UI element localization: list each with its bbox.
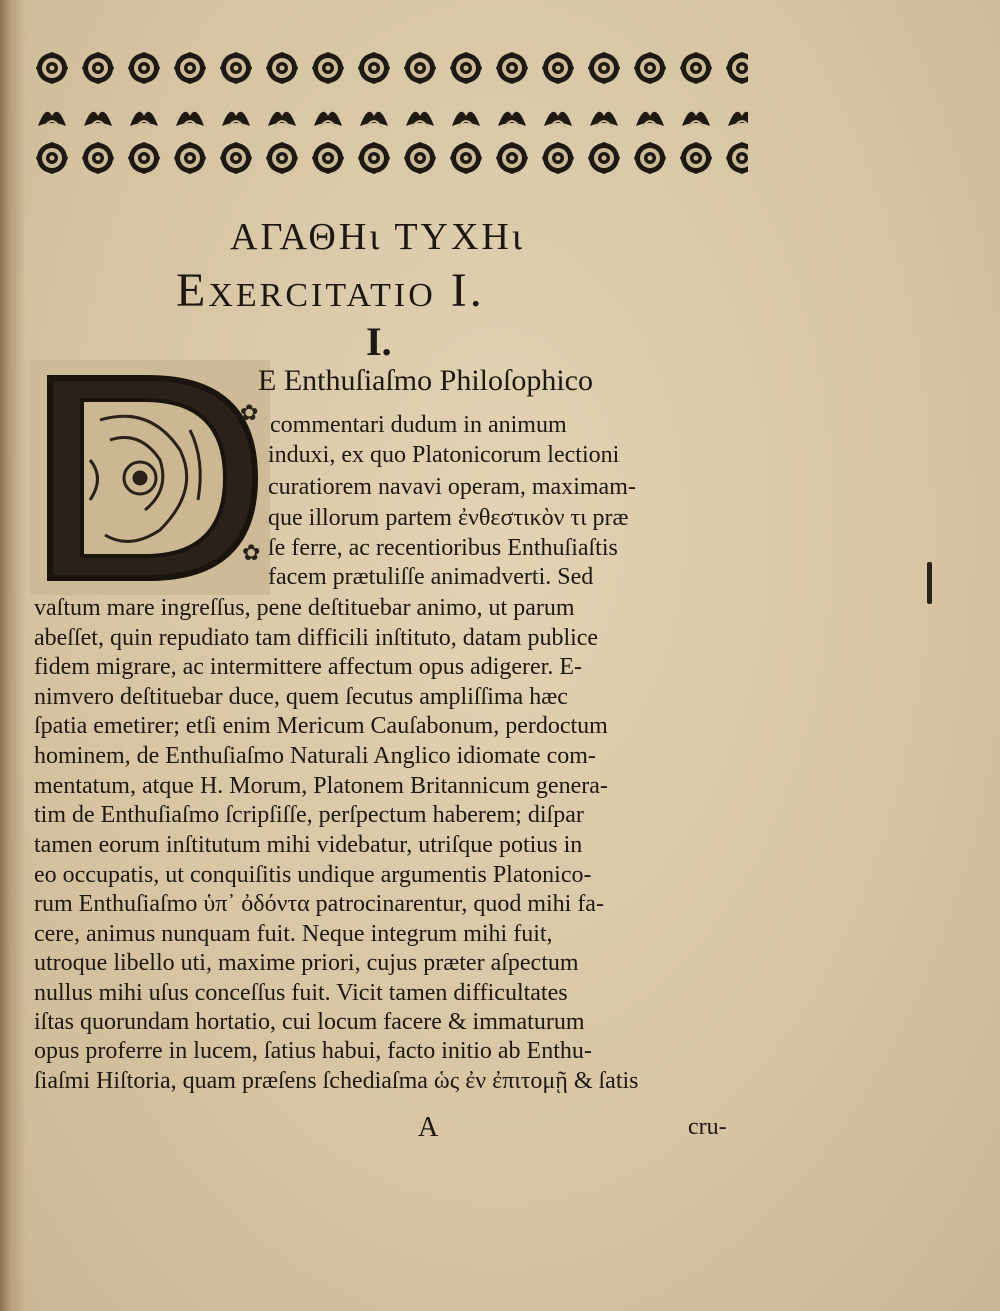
text-line: abeſſet, quin repudiato tam difficili inſtituto, datam publice [34,625,599,651]
text-line: commentari dudum in animum [270,412,567,438]
text-line: ſpatia emetirer; etſi enim Mericum Cauſabonum, perdoctum [34,713,608,739]
text-line: iſtas quorundam hortatio, cui locum facere & immaturum [34,1009,585,1035]
text-line: ſiaſmi Hiſtoria, quam præſens ſchediaſma ὡς ἐν ἐπιτομῇ & ſatis [34,1068,639,1094]
text-line: curatiorem navavi operam, maximam- [268,474,636,500]
text-line: tamen eorum inſtitutum mihi videbatur, utriſque potius in [34,832,583,858]
catchword: cru- [688,1114,727,1140]
text-line: fidem migrare, ac intermittere affectum opus adigerer. E- [34,654,582,680]
text-line: cere, animus nunquam fuit. Neque integrum mihi fuit, [34,921,553,947]
page-headline: ΑΓΑΘΗι ΤΥΧΗι [230,216,526,258]
text-line: induxi, ex quo Platonicorum lectioni [268,442,620,468]
text-line: nimvero deſtituebar duce, quem ſecutus ampliſſima hæc [34,684,568,710]
text-line: ſe ferre, ac recentioribus Enthuſiaſtis [268,535,618,561]
text-line: nullus mihi uſus conceſſus fuit. Vicit tamen difficultates [34,980,568,1006]
text-line: facem prætuliſſe animadverti. Sed [268,564,594,590]
page-title: Exercitatio I. [176,264,485,317]
text-line: rum Enthuſiaſmo ὑπ᾽ ὀδόντα patrocinarentur, quod mihi fa- [34,891,604,917]
section-number: I. [366,319,392,364]
signature-mark: A [418,1112,439,1143]
text-line: utroque libello uti, maxime priori, cujus præter aſpectum [34,950,579,976]
text-line: eo occupatis, ut conquiſitis undique argumentis Platonico- [34,862,592,888]
decorated-initial [30,360,270,595]
floral-ornament-band [30,40,748,190]
text-line: opus proferre in lucem, ſatius habui, facto initio ab Enthu- [34,1038,592,1064]
page-edge [0,0,26,1311]
margin-ink-mark [927,562,932,604]
text-line: que illorum partem ἐνθεστικὸν τι præ [268,505,629,531]
text-line: mentatum, atque H. Morum, Platonem Britannicum genera- [34,773,608,799]
text-line: tim de Enthuſiaſmo ſcripſiſſe, perſpectum haberem; diſpar [34,802,584,828]
text-line: E Enthuſiaſmo Philoſophico [258,364,593,397]
svg-text:✿: ✿ [242,540,261,565]
text-line: hominem, de Enthuſiaſmo Naturali Anglico idiomate com- [34,743,596,769]
text-line: vaſtum mare ingreſſus, pene deſtituebar animo, ut parum [34,595,575,621]
svg-text:✿: ✿ [240,400,259,425]
